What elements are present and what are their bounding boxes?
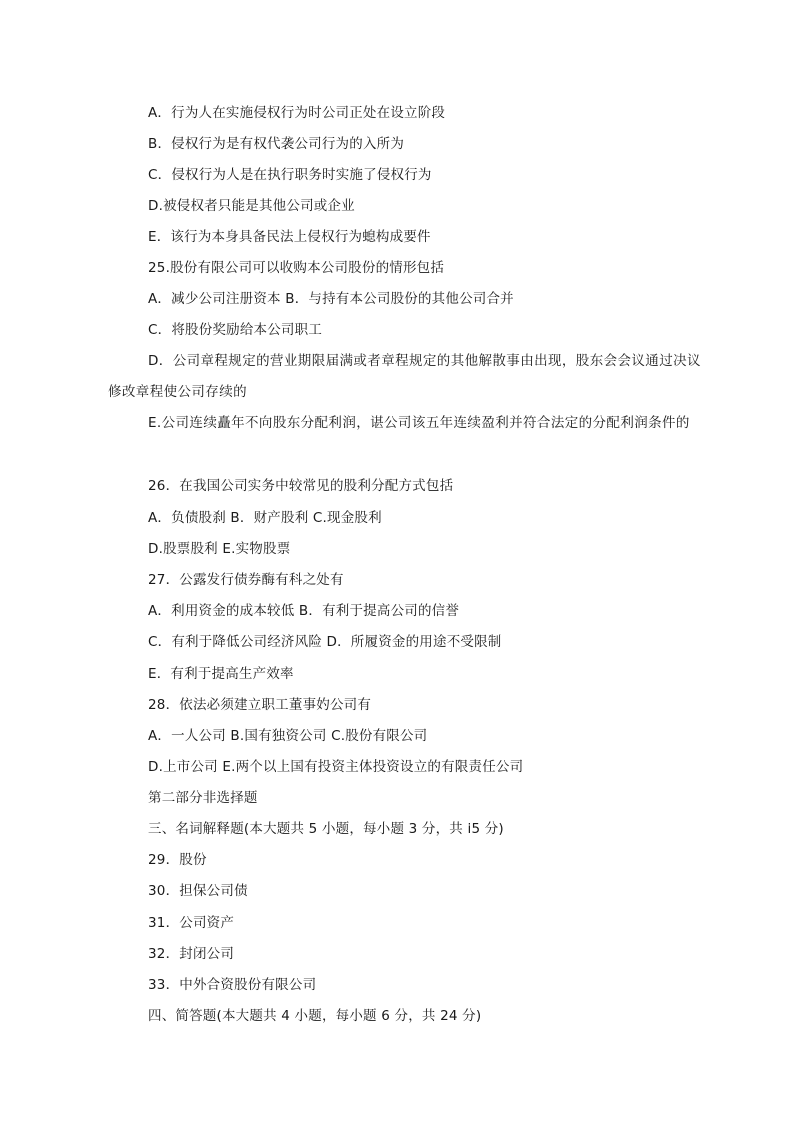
option-a-line: A．行为人在实施侵权行为时公司正处在设立阶段 — [148, 105, 446, 121]
question-33: 33．中外合资股份有限公司 — [148, 977, 317, 993]
question-31: 31．公司资产 — [148, 915, 235, 931]
q27-options-ab: A．利用资金的成本较低 B．有利于提高公司的信誉 — [148, 603, 460, 619]
q25-options-ab: A．减少公司注册资本 B．与持有本公司股份的其他公司合并 — [148, 291, 514, 307]
section-four-heading: 四、简答题(本大题共 4 小题，每小题 6 分，共 24 分) — [148, 1008, 482, 1024]
q25-option-e: E.公司连续矗年不向股东分配利润，谌公司该五年连续盈利并符合法定的分配利润条件的 — [148, 415, 690, 431]
question-29: 29．股份 — [148, 852, 207, 868]
part-two-heading: 第二部分非选择题 — [148, 790, 258, 806]
question-27: 27．公露发行债券酶有科之处有 — [148, 572, 344, 588]
option-b-line: B．侵权行为是有权代袭公司行为的入所为 — [148, 136, 405, 152]
question-26: 26．在我国公司实务中较常见的股利分配方式包括 — [148, 478, 454, 494]
q25-option-c: C．将股份奖励给本公司职工 — [148, 322, 323, 338]
q27-options-cd: C．有利于降低公司经济风险 D．所履资金的用途不受限制 — [148, 634, 502, 650]
q28-options-de: D.上市公司 E.两个以上国有投资主体投资设立的有限责任公司 — [148, 759, 524, 775]
q27-option-e: E．有利于提高生产效率 — [148, 666, 294, 682]
q28-options-abc: A．一人公司 B.国有独资公司 C.股份有限公司 — [148, 728, 428, 744]
q25-option-d: D．公司章程规定的营业期限届满或者章程规定的其他解散事由出现，股东会会议通过决议修改章程使公司存续的 — [108, 353, 701, 400]
option-e-line: E．该行为本身具备民法上侵权行为螅构成要件 — [148, 229, 431, 245]
option-c-line: C．侵权行为人是在执行职务时实施了侵权行为 — [148, 167, 432, 183]
question-25: 25.股份有限公司可以收购本公司股份的情形包括 — [148, 260, 445, 276]
q26-options-abc: A．负债股刹 B．财产股利 C.现金股利 — [148, 510, 382, 526]
section-three-heading: 三、名词解释题(本大题共 5 小题，每小题 3 分，共 i5 分) — [148, 821, 504, 837]
option-d-line: D.被侵权者只能是其他公司或企业 — [148, 198, 355, 214]
question-30: 30．担保公司债 — [148, 883, 248, 899]
question-28: 28．依法必须建立职工董事妁公司有 — [148, 697, 372, 713]
q26-options-de: D.股票股利 E.实物股票 — [148, 541, 291, 557]
question-32: 32．封闭公司 — [148, 946, 235, 962]
